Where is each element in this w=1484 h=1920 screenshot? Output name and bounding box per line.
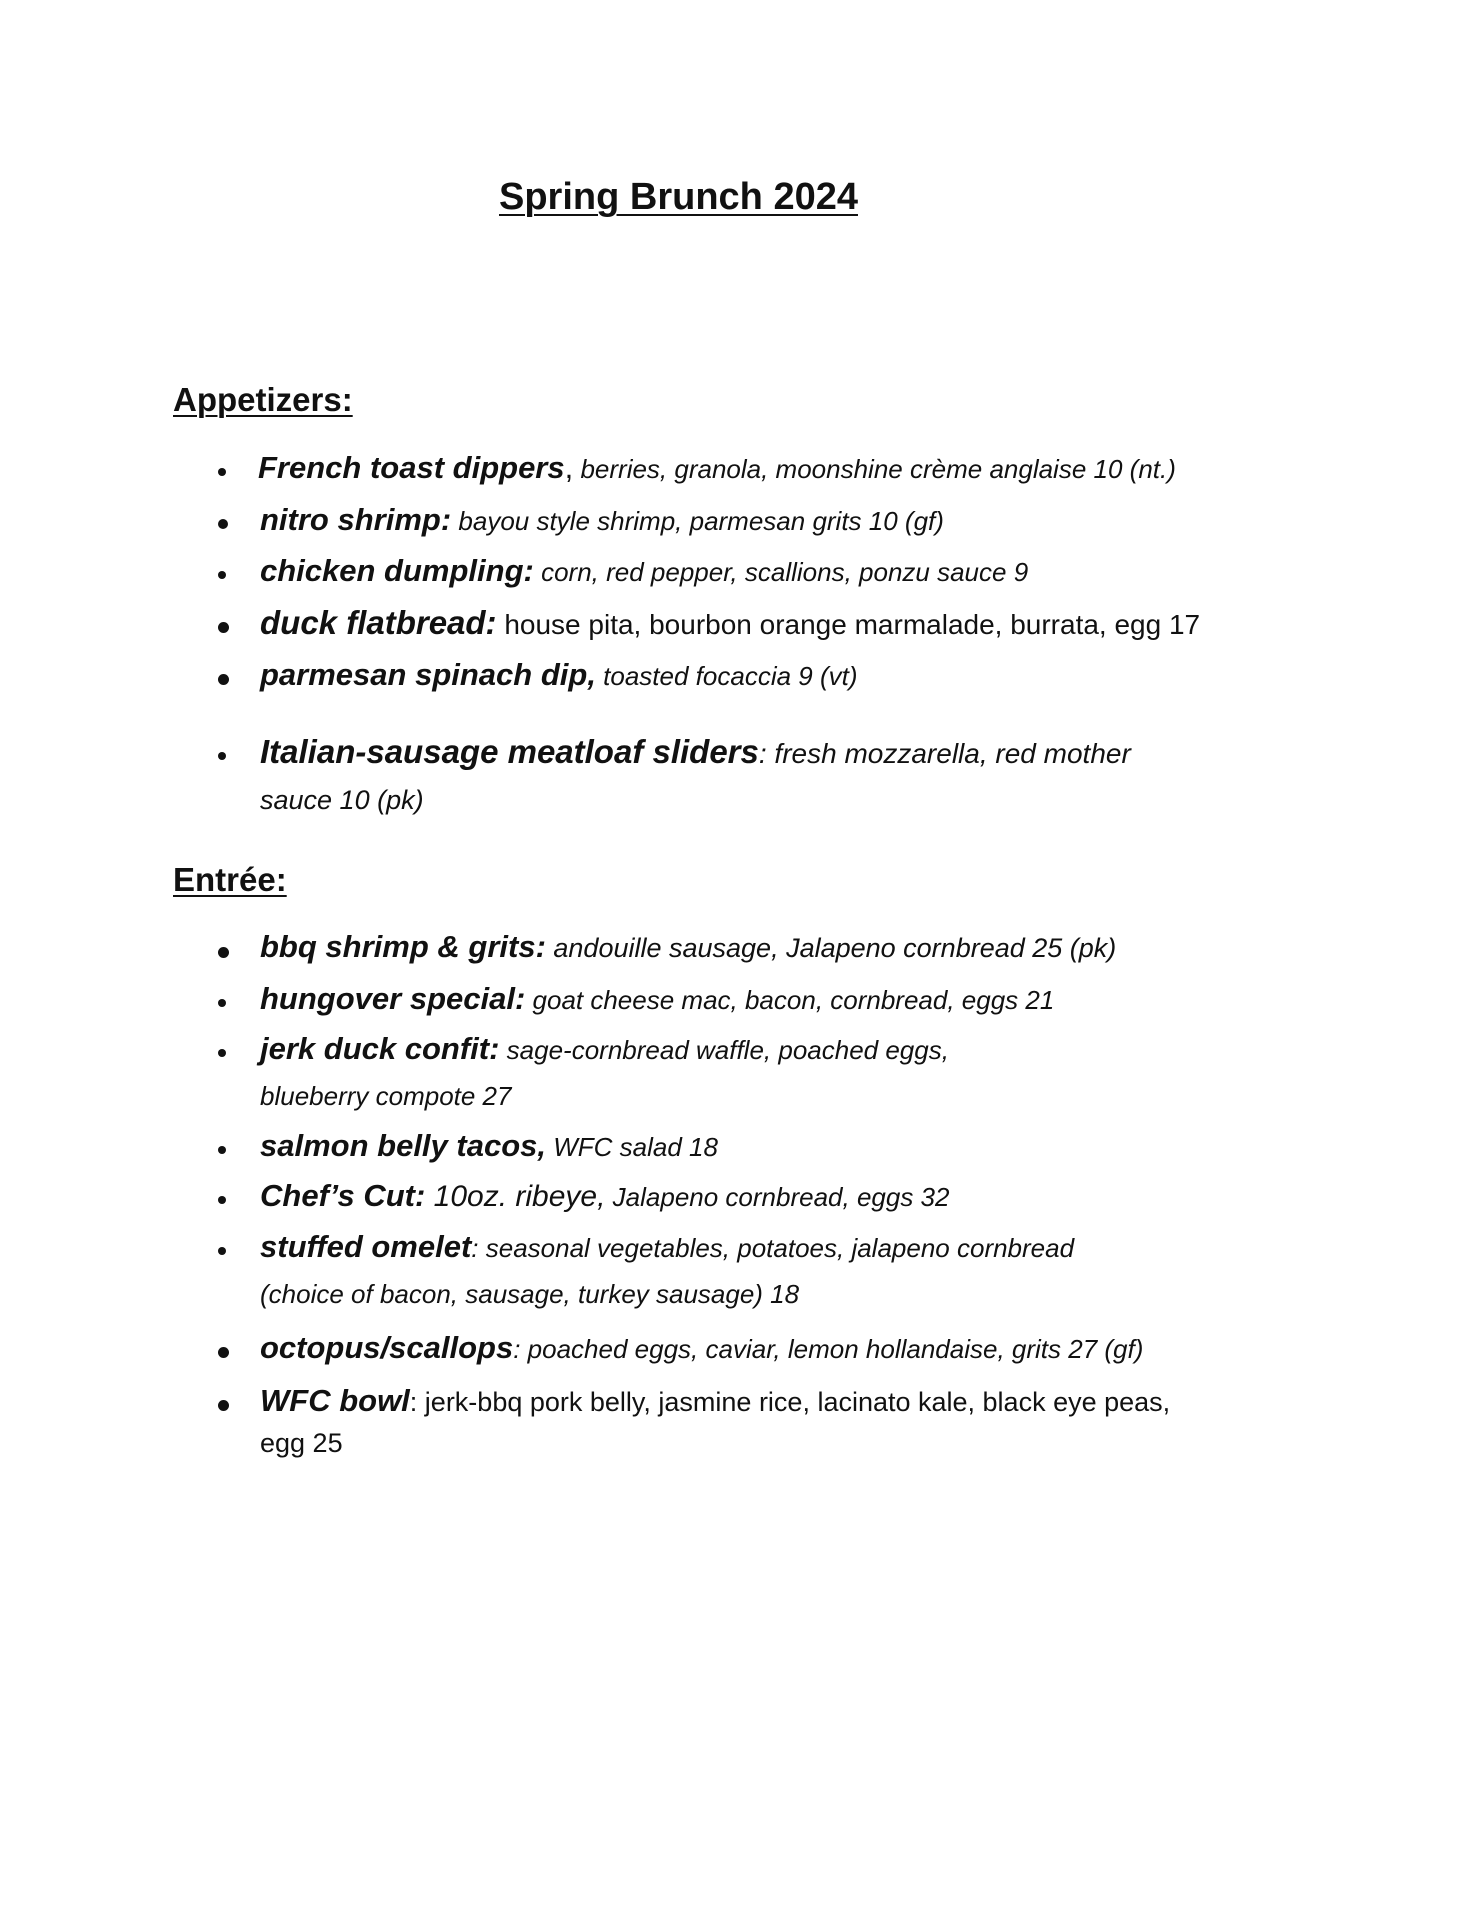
- menu-item: [218, 1385, 1308, 1475]
- item-description: : jerk-bbq pork belly, jasmine rice, lacinato kale, black eye peas,: [409, 1387, 1171, 1417]
- item-description-continued: blueberry compote 27: [260, 1081, 512, 1111]
- item-line: [260, 931, 1116, 962]
- item-line: [260, 555, 1028, 586]
- item-description-continued: sauce 10 (pk): [260, 785, 424, 815]
- item-line: [260, 983, 1054, 1014]
- item-description-lead: 10oz. ribeye,: [425, 1180, 606, 1213]
- bullet-icon: [218, 622, 229, 633]
- menu-item: [218, 735, 1308, 825]
- item-description-continued: (choice of bacon, sausage, turkey sausage) 18: [260, 1279, 800, 1309]
- item-line: [260, 659, 858, 690]
- bullet-icon: [218, 468, 226, 476]
- item-name: parmesan spinach dip,: [260, 657, 596, 692]
- item-line: [260, 1231, 1074, 1262]
- menu-item: [218, 1332, 1308, 1372]
- item-description: andouille sausage, Jalapeno cornbread 25 (pk): [545, 933, 1117, 963]
- bullet-icon: [218, 947, 229, 958]
- item-description: toasted focaccia 9 (vt): [595, 661, 858, 691]
- item-line: [260, 606, 1200, 639]
- item-description: Jalapeno cornbread, eggs 32: [605, 1182, 950, 1212]
- appetizers-heading: Appetizers:: [173, 381, 353, 418]
- bullet-icon: [218, 752, 226, 760]
- item-description: bayou style shrimp, parmesan grits 10 (gf): [451, 506, 944, 536]
- item-line: [260, 504, 944, 535]
- menu-item: [218, 1231, 1308, 1321]
- page-title: Spring Brunch 2024: [499, 176, 858, 218]
- menu-item: [218, 1033, 1308, 1123]
- item-description: goat cheese mac, bacon, cornbread, eggs 21: [525, 985, 1055, 1015]
- menu-item: [218, 931, 1308, 971]
- item-name: French toast dippers: [258, 450, 565, 485]
- bullet-icon: [218, 674, 229, 685]
- menu-item: [218, 504, 1308, 544]
- menu-item: [218, 659, 1308, 699]
- bullet-icon: [218, 1196, 226, 1204]
- item-name: salmon belly tacos,: [260, 1128, 546, 1163]
- bullet-icon: [218, 519, 228, 529]
- item-name: Italian-sausage meatloaf sliders: [260, 733, 759, 770]
- item-description: corn, red pepper, scallions, ponzu sauce 9: [533, 557, 1029, 587]
- bullet-icon: [218, 999, 226, 1007]
- menu-item: [218, 1130, 1308, 1170]
- item-name: nitro shrimp:: [260, 502, 452, 537]
- item-description: : seasonal vegetables, potatoes, jalapeno cornbread: [471, 1233, 1075, 1263]
- item-description: : fresh mozzarella, red mother: [758, 738, 1131, 769]
- bullet-icon: [218, 1400, 229, 1411]
- item-line: [260, 1130, 718, 1161]
- menu-item: [218, 555, 1308, 595]
- item-name: WFC bowl: [260, 1383, 410, 1418]
- item-description-continued: egg 25: [260, 1428, 343, 1458]
- bullet-icon: [218, 1146, 226, 1154]
- item-line: [260, 1033, 949, 1064]
- item-description: WFC salad 18: [546, 1132, 718, 1162]
- item-name: duck flatbread:: [260, 604, 497, 641]
- item-name: jerk duck confit:: [260, 1031, 500, 1066]
- item-description: house pita, bourbon orange marmalade, burrata, egg 17: [496, 609, 1201, 640]
- item-line: [260, 1385, 1170, 1416]
- menu-item: [218, 983, 1308, 1023]
- menu-item: [218, 452, 1308, 492]
- item-line: [260, 1332, 1143, 1363]
- bullet-icon: [218, 1347, 229, 1358]
- item-name: hungover special:: [260, 981, 526, 1016]
- item-description: berries, granola, moonshine crème anglaise 10 (nt.): [573, 454, 1176, 484]
- item-separator: ,: [564, 450, 574, 485]
- item-description: sage-cornbread waffle, poached eggs,: [499, 1035, 949, 1065]
- menu-item: [218, 1180, 1308, 1220]
- item-line: [260, 735, 1131, 768]
- bullet-icon: [218, 1247, 226, 1255]
- item-name: chicken dumpling:: [260, 553, 534, 588]
- item-name: stuffed omelet: [260, 1229, 472, 1264]
- entree-heading: Entrée:: [173, 861, 287, 898]
- bullet-icon: [218, 571, 226, 579]
- item-name: Chef’s Cut:: [260, 1178, 426, 1213]
- bullet-icon: [218, 1049, 226, 1057]
- menu-item: [218, 606, 1308, 646]
- item-name: bbq shrimp & grits:: [260, 929, 546, 964]
- item-line: [260, 1180, 949, 1212]
- item-line: [258, 452, 1176, 483]
- item-name: octopus/scallops: [260, 1330, 514, 1365]
- item-description: : poached eggs, caviar, lemon hollandaise, grits 27 (gf): [513, 1334, 1144, 1364]
